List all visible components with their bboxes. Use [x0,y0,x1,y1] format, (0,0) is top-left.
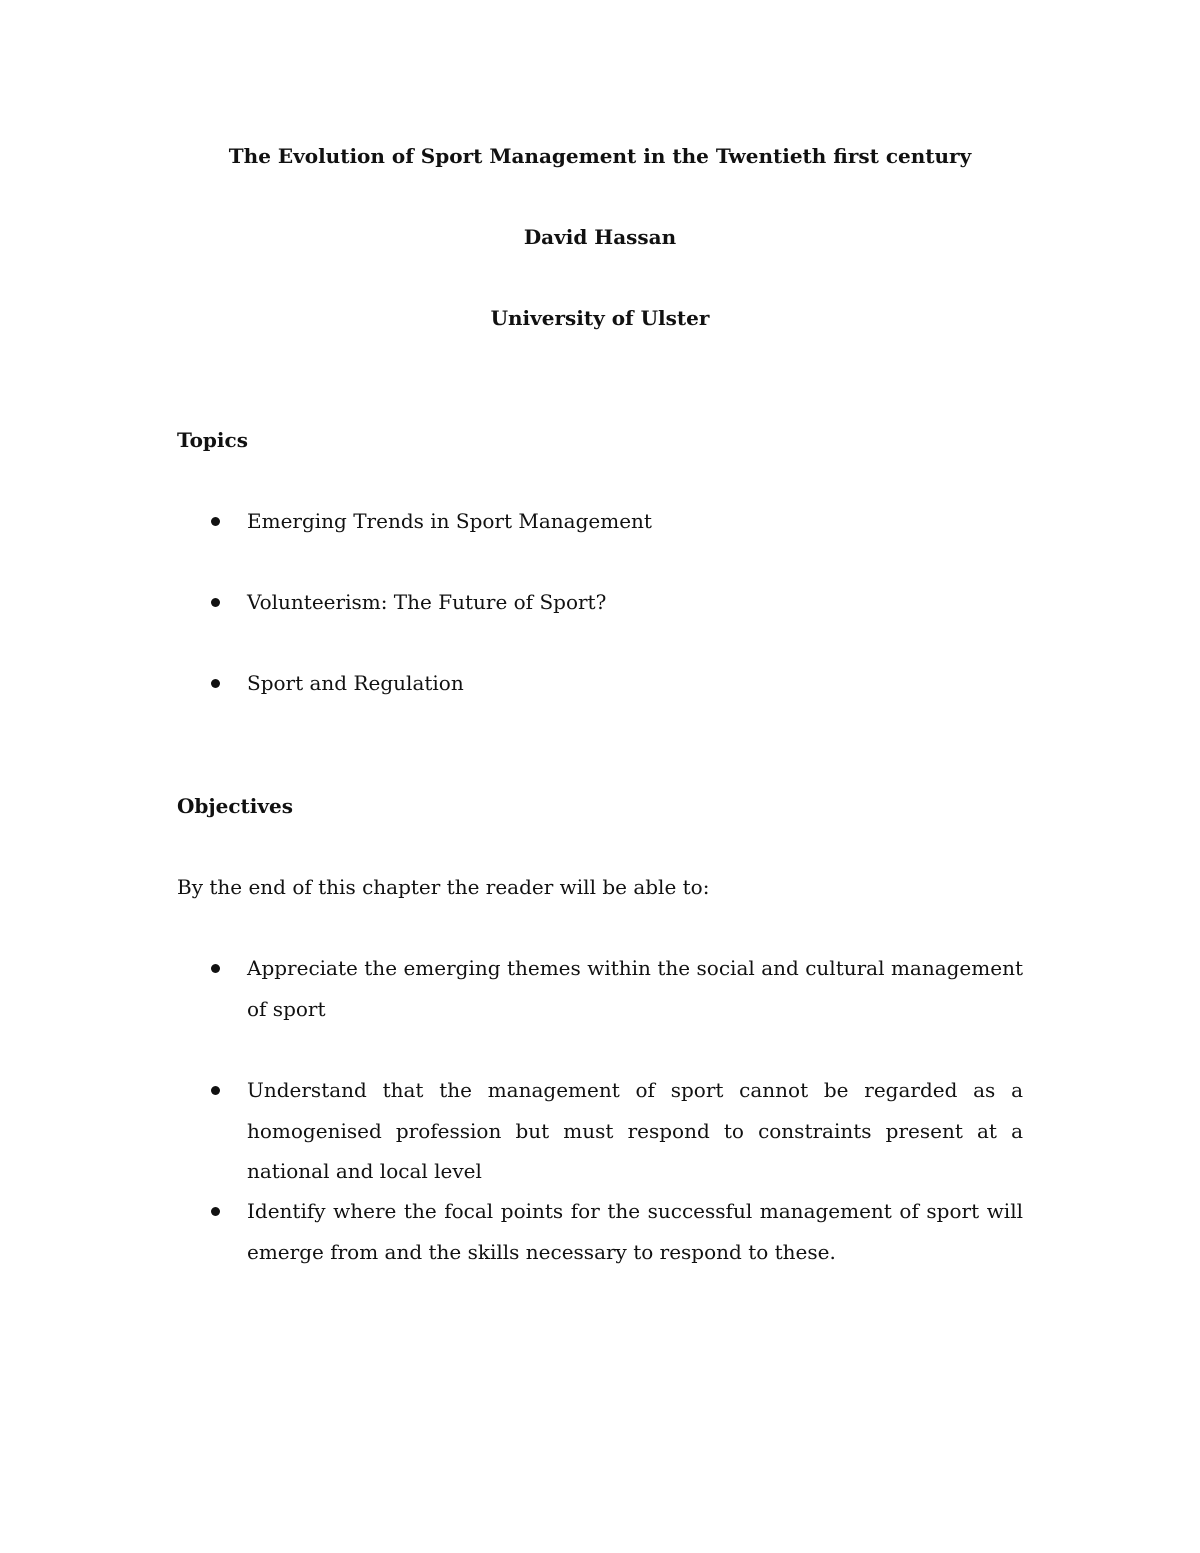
topic-text: Emerging Trends in Sport Management [247,509,652,533]
document-title: The Evolution of Sport Management in the Twentieth first century [228,144,972,168]
bullet-icon [211,517,220,526]
objectives-heading: Objectives [177,794,293,818]
topics-heading: Topics [177,428,248,452]
topic-text: Sport and Regulation [247,671,464,695]
bullet-icon [211,964,220,973]
author-name: David Hassan [523,225,677,249]
objective-text: Appreciate the emerging themes within the social and cultural management of sport [247,956,1023,1021]
bullet-icon [211,1086,220,1095]
bullet-icon [211,679,220,688]
objectives-intro: By the end of this chapter the reader will be able to: [177,875,710,899]
objective-text: Understand that the management of sport cannot be regarded as a homogenised profession but must respond to constraints present at a national and local level [247,1078,1023,1183]
objective-text: Identify where the focal points for the successful management of sport will emerge from and the skills necessary to respond to these. [247,1199,1023,1264]
bullet-icon [211,598,220,607]
institution-name: University of Ulster [490,306,710,330]
bullet-icon [211,1207,220,1216]
topic-text: Volunteerism: The Future of Sport? [247,590,607,614]
